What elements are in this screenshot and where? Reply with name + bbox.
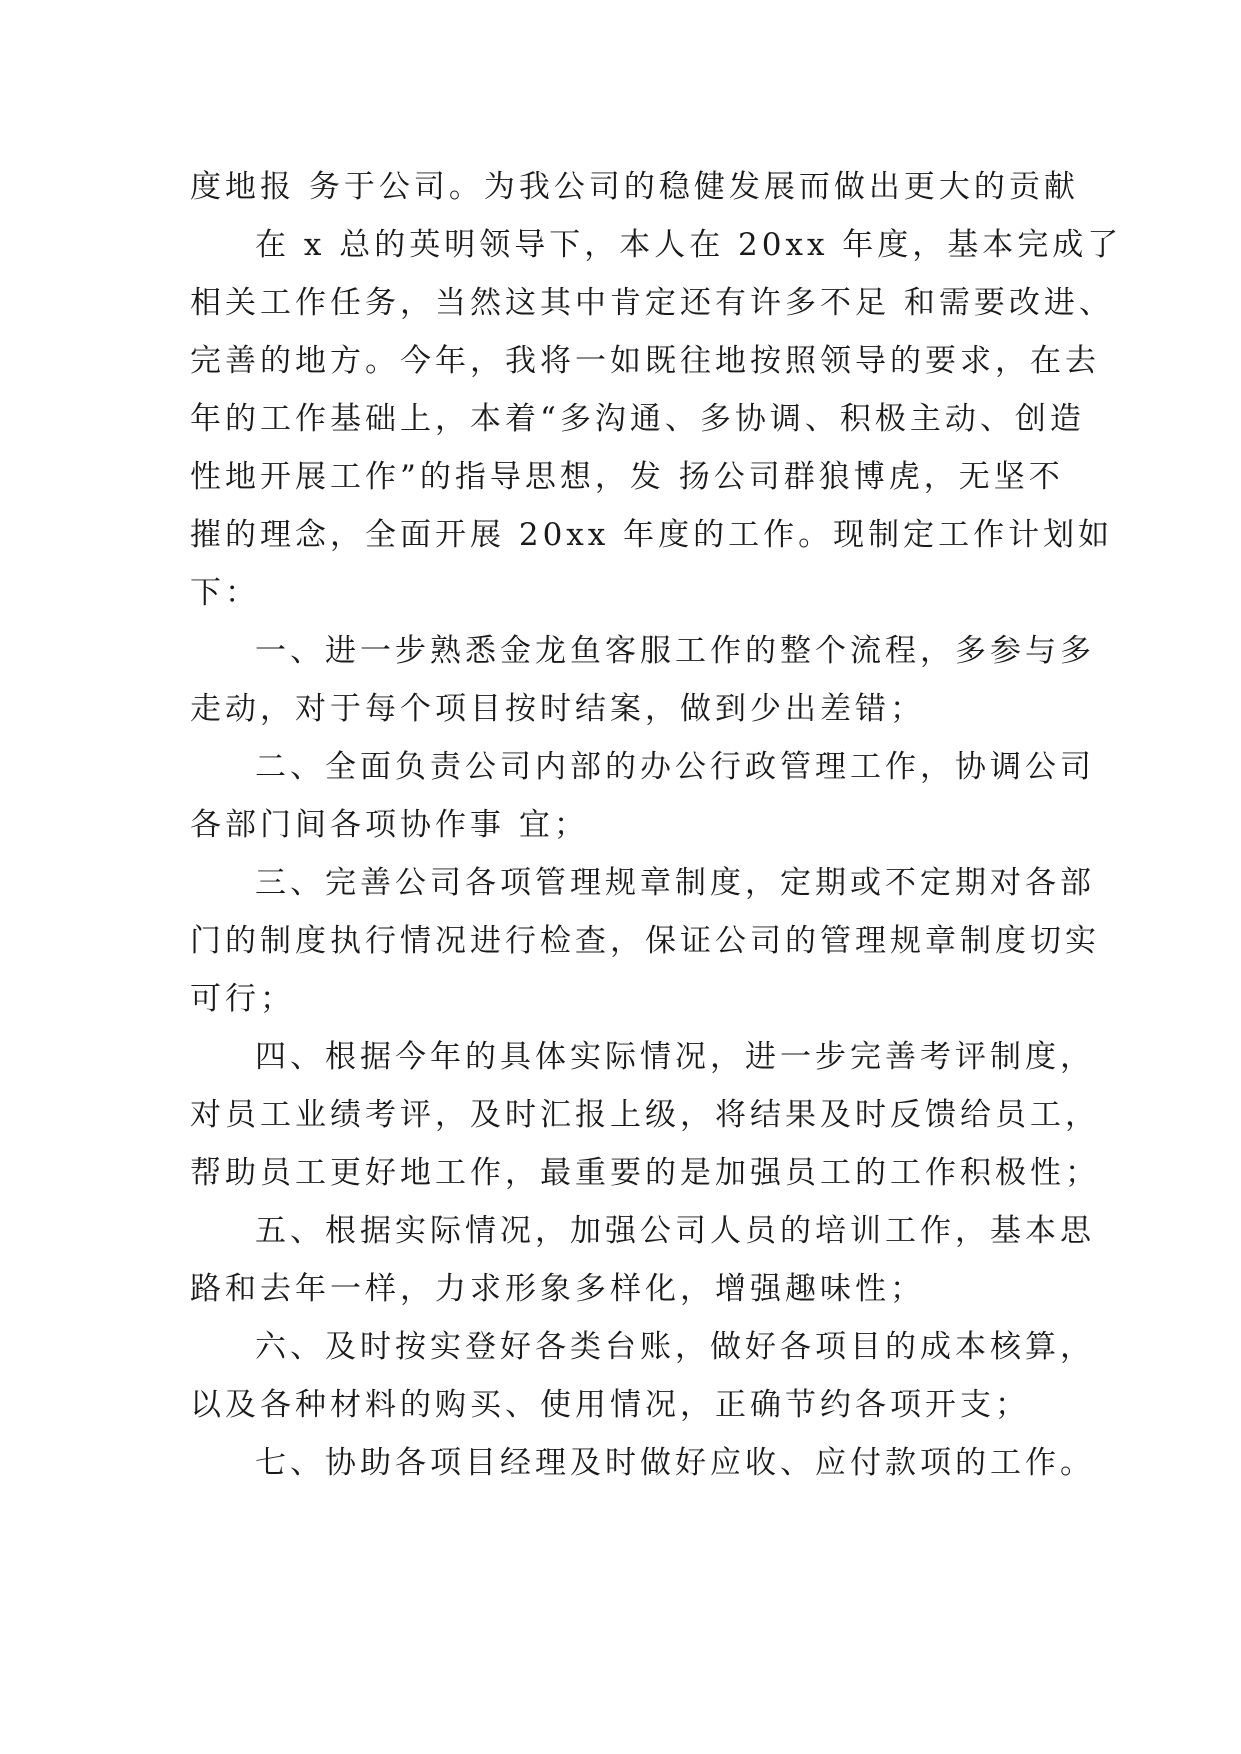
- list-item-2-line: 二、全面负责公司内部的办公行政管理工作，协调公司: [255, 749, 1095, 785]
- text-line: 下：: [190, 575, 260, 611]
- text-line: 可行；: [190, 981, 295, 1017]
- list-item-4-line: 四、根据今年的具体实际情况，进一步完善考评制度，: [255, 1039, 1095, 1075]
- text-line: 摧的理念，全面开展 20xx 年度的工作。现制定工作计划如: [190, 517, 1114, 553]
- list-item-5-line: 五、根据实际情况，加强公司人员的培训工作，基本思: [255, 1213, 1095, 1249]
- text-line: 完善的地方。今年，我将一如既往地按照领导的要求，在去: [190, 343, 1100, 379]
- text-line: 路和去年一样，力求形象多样化，增强趣味性；: [190, 1271, 925, 1307]
- list-item-7-line: 七、协助各项目经理及时做好应收、应付款项的工作。: [255, 1445, 1095, 1481]
- text-line: 度地报 务于公司。为我公司的稳健发展而做出更大的贡献: [190, 169, 1079, 205]
- list-item-6-line: 六、及时按实登好各类台账，做好各项目的成本核算，: [255, 1329, 1095, 1365]
- text-line: 各部门间各项协作事 宜；: [190, 807, 589, 843]
- text-line: 性地开展工作”的指导思想，发 扬公司群狼博虎，无坚不: [190, 459, 1064, 495]
- list-item-3-line: 三、完善公司各项管理规章制度，定期或不定期对各部: [255, 865, 1095, 901]
- text-line: 相关工作任务，当然这其中肯定还有许多不足 和需要改进、: [190, 285, 1114, 321]
- text-line: 年的工作基础上，本着“多沟通、多协调、积极主动、创造: [190, 401, 1085, 437]
- text-line: 门的制度执行情况进行检查，保证公司的管理规章制度切实: [190, 923, 1100, 959]
- text-line: 以及各种材料的购买、使用情况，正确节约各项开支；: [190, 1387, 1030, 1423]
- text-line: 帮助员工更好地工作，最重要的是加强员工的工作积极性；: [190, 1155, 1100, 1191]
- list-item-1-line: 一、进一步熟悉金龙鱼客服工作的整个流程，多参与多: [255, 633, 1095, 669]
- text-line: 走动，对于每个项目按时结案，做到少出差错；: [190, 691, 925, 727]
- text-line: 对员工业绩考评，及时汇报上级，将结果及时反馈给员工，: [190, 1097, 1100, 1133]
- document-body: [190, 158, 1123, 1492]
- paragraph-start-line: 在 x 总的英明领导下，本人在 20xx 年度，基本完成了: [255, 227, 1123, 263]
